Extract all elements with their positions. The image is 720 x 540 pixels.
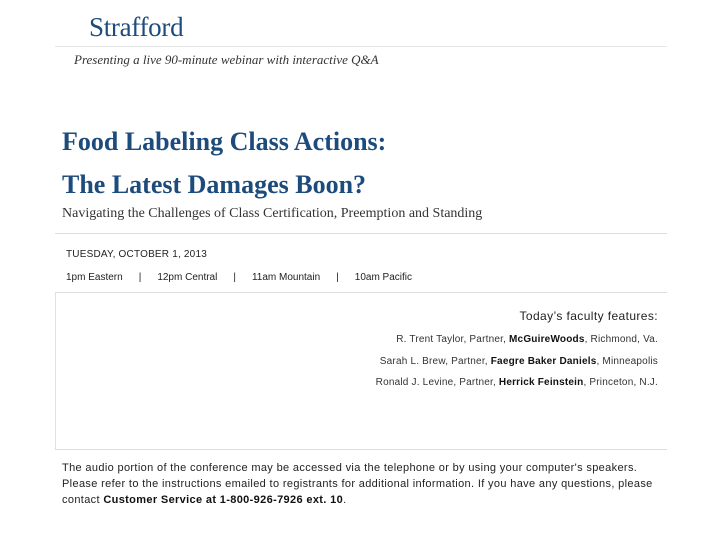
title-line-1: Food Labeling Class Actions:: [62, 127, 387, 156]
faculty-name: Ronald J. Levine, Partner,: [375, 377, 499, 388]
webinar-date: TUESDAY, OCTOBER 1, 2013: [66, 249, 207, 260]
faculty-left-border: [55, 293, 56, 449]
faculty-member: [396, 334, 658, 345]
time-separator: |: [336, 272, 339, 283]
header-divider: [55, 46, 667, 47]
subtitle: Navigating the Challenges of Class Certification, Preemption and Standing: [62, 206, 483, 221]
faculty-location: , Richmond, Va.: [584, 334, 658, 345]
faculty-member: [376, 377, 658, 388]
footer-end: .: [343, 494, 347, 506]
faculty-name: R. Trent Taylor, Partner,: [396, 334, 510, 345]
customer-service-contact: Customer Service at 1-800-926-7926 ext. 10: [103, 494, 344, 506]
faculty-name: Sarah L. Brew, Partner,: [379, 356, 491, 367]
strafford-logo: Strafford: [89, 12, 184, 42]
faculty-heading: Today’s faculty features:: [519, 309, 658, 323]
divider-bottom: [55, 449, 667, 450]
time-mountain: 11am Mountain: [251, 272, 321, 283]
faculty-firm: Faegre Baker Daniels: [490, 356, 597, 367]
webinar-times: [66, 272, 412, 283]
faculty-location: , Minneapolis: [596, 356, 658, 367]
divider-top: [55, 233, 667, 234]
webinar-tagline: Presenting a live 90-minute webinar with interactive Q&A: [74, 52, 379, 67]
time-central: 12pm Central: [157, 272, 218, 283]
faculty-member: [380, 356, 658, 367]
divider-middle: [55, 292, 667, 293]
time-separator: |: [138, 272, 142, 283]
faculty-location: , Princeton, N.J.: [583, 377, 658, 388]
footer-text: The audio portion of the conference may be accessed via the telephone or by using your computer's speakers. Please refer to the instructions emailed to registrants for additional information. If you have any questions, please contact: [62, 462, 653, 506]
time-eastern: 1pm Eastern: [66, 272, 123, 283]
faculty-firm: Herrick Feinstein: [498, 377, 584, 388]
time-pacific: 10am Pacific: [354, 272, 413, 283]
title-line-2: The Latest Damages Boon?: [62, 170, 367, 199]
audio-instructions: [62, 460, 662, 508]
time-separator: |: [233, 272, 236, 283]
faculty-firm: McGuireWoods: [509, 334, 585, 345]
